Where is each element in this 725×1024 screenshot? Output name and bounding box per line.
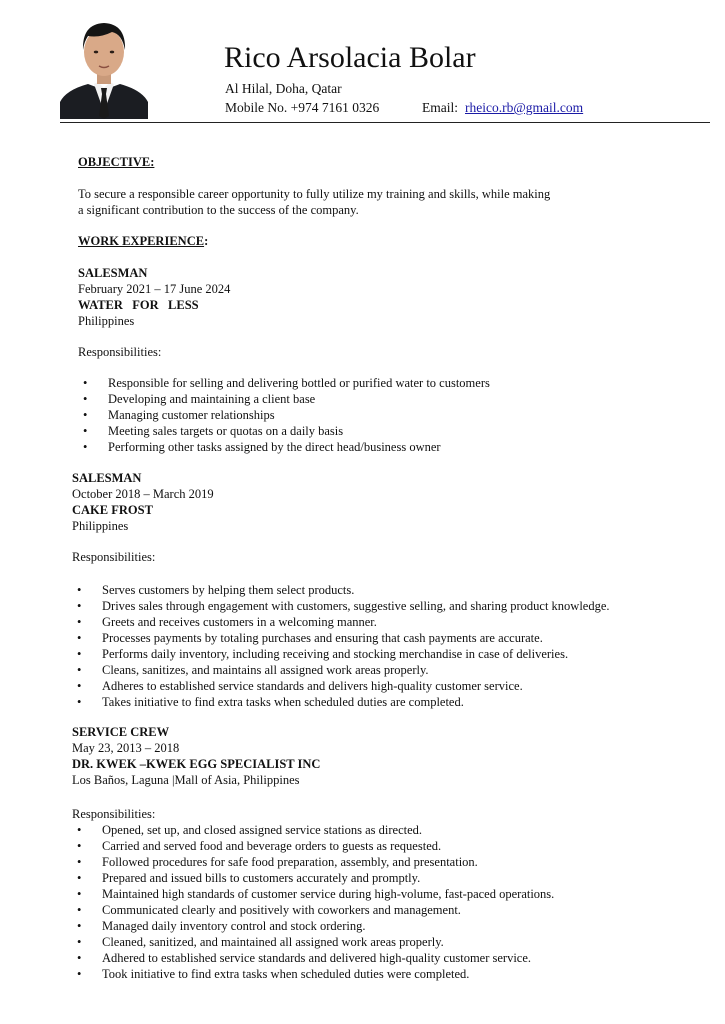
bullet-icon: •	[77, 887, 82, 901]
email-label: Email:	[422, 100, 458, 115]
job-location: Philippines	[78, 314, 135, 328]
bullet-icon: •	[77, 583, 82, 597]
job-title: SALESMAN	[72, 471, 142, 485]
job-location: Los Baños, Laguna |Mall of Asia, Philippines	[72, 773, 300, 787]
list-item: • Cleaned, sanitized, and maintained all assigned work areas properly.	[77, 935, 444, 949]
bullet-icon: •	[77, 631, 82, 645]
job-entry	[78, 265, 230, 329]
responsibilities-list	[78, 375, 490, 455]
header-divider	[60, 122, 710, 123]
bullet-icon: •	[83, 392, 88, 406]
list-item: • Maintained high standards of customer service during high-volume, fast-paced operations.	[77, 887, 555, 901]
list-item: • Drives sales through engagement with customers, suggestive selling, and sharing product knowledge.	[77, 599, 610, 613]
responsibilities-label: Responsibilities:	[78, 345, 162, 359]
responsibilities-list	[72, 582, 610, 710]
list-item: • Greets and receives customers in a welcoming manner.	[77, 615, 377, 629]
list-item: • Opened, set up, and closed assigned service stations as directed.	[77, 823, 423, 837]
objective-line: a significant contribution to the success of the company.	[78, 203, 359, 217]
list-item: • Managing customer relationships	[83, 408, 275, 422]
objective-line: To secure a responsible career opportunity to fully utilize my training and skills, while making	[78, 187, 551, 201]
list-item: • Took initiative to find extra tasks when scheduled duties were completed.	[77, 967, 470, 981]
contact-line	[225, 100, 584, 116]
bullet-icon: •	[77, 839, 82, 853]
list-item: • Adhered to established service standards and delivered high-quality customer service.	[77, 951, 532, 965]
company-name: WATER FOR LESS	[78, 298, 199, 312]
objective-text	[78, 186, 550, 218]
objective-heading: OBJECTIVE:	[78, 155, 155, 169]
job-dates: February 2021 – 17 June 2024	[78, 282, 231, 296]
job-location: Philippines	[72, 519, 129, 533]
bullet-icon: •	[77, 935, 82, 949]
bullet-icon: •	[83, 424, 88, 438]
bullet-icon: •	[77, 663, 82, 677]
job-dates: October 2018 – March 2019	[72, 487, 214, 501]
bullet-icon: •	[83, 408, 88, 422]
mobile-number: Mobile No. +974 7161 0326	[225, 100, 380, 115]
list-item: • Followed procedures for safe food preparation, assembly, and presentation.	[77, 855, 478, 869]
company-name: DR. KWEK –KWEK EGG SPECIALIST INC	[72, 757, 321, 771]
list-item: • Meeting sales targets or quotas on a daily basis	[83, 424, 344, 438]
bullet-icon: •	[77, 823, 82, 837]
list-item: • Developing and maintaining a client base	[83, 392, 316, 406]
list-item: • Carried and served food and beverage orders to guests as requested.	[77, 839, 442, 853]
bullet-icon: •	[77, 951, 82, 965]
bullet-icon: •	[77, 919, 82, 933]
list-item: • Processes payments by totaling purchases and ensuring that cash payments are accurate.	[77, 631, 543, 645]
bullet-icon: •	[77, 967, 82, 981]
candidate-name: Rico Arsolacia Bolar	[224, 41, 476, 74]
bullet-icon: •	[77, 647, 82, 661]
responsibilities-label: Responsibilities:	[72, 807, 156, 821]
list-item: • Responsible for selling and delivering bottled or purified water to customers	[83, 376, 490, 390]
work-experience-heading: WORK EXPERIENCE:	[78, 234, 209, 248]
list-item: • Performing other tasks assigned by the direct head/business owner	[83, 440, 441, 454]
list-item: • Takes initiative to find extra tasks when scheduled duties are completed.	[77, 695, 464, 709]
list-item: • Prepared and issued bills to customers accurately and promptly.	[77, 871, 421, 885]
list-item: • Performs daily inventory, including receiving and stocking merchandise in case of deliveries.	[77, 647, 569, 661]
bullet-icon: •	[77, 679, 82, 693]
list-item: • Communicated clearly and positively with coworkers and management.	[77, 903, 461, 917]
bullet-icon: •	[77, 695, 82, 709]
company-name: CAKE FROST	[72, 503, 153, 517]
job-title: SERVICE CREW	[72, 725, 170, 739]
bullet-icon: •	[83, 376, 88, 390]
profile-photo	[60, 12, 148, 119]
job-dates: May 23, 2013 – 2018	[72, 741, 180, 755]
job-title: SALESMAN	[78, 266, 148, 280]
job-entry	[72, 724, 320, 788]
bullet-icon: •	[77, 903, 82, 917]
list-item: • Cleans, sanitizes, and maintains all assigned work areas properly.	[77, 663, 429, 677]
list-item: • Managed daily inventory control and stock ordering.	[77, 919, 366, 933]
list-item: • Serves customers by helping them select products.	[77, 583, 355, 597]
address: Al Hilal, Doha, Qatar	[225, 81, 342, 96]
list-item: • Adheres to established service standards and delivers high-quality customer service.	[77, 679, 523, 693]
bullet-icon: •	[77, 599, 82, 613]
bullet-icon: •	[77, 871, 82, 885]
responsibilities-list	[72, 822, 554, 982]
bullet-icon: •	[77, 615, 82, 629]
job-entry	[72, 470, 214, 534]
bullet-icon: •	[83, 440, 88, 454]
email-link[interactable]: rheico.rb@gmail.com	[465, 100, 584, 115]
bullet-icon: •	[77, 855, 82, 869]
responsibilities-label: Responsibilities:	[72, 550, 156, 564]
